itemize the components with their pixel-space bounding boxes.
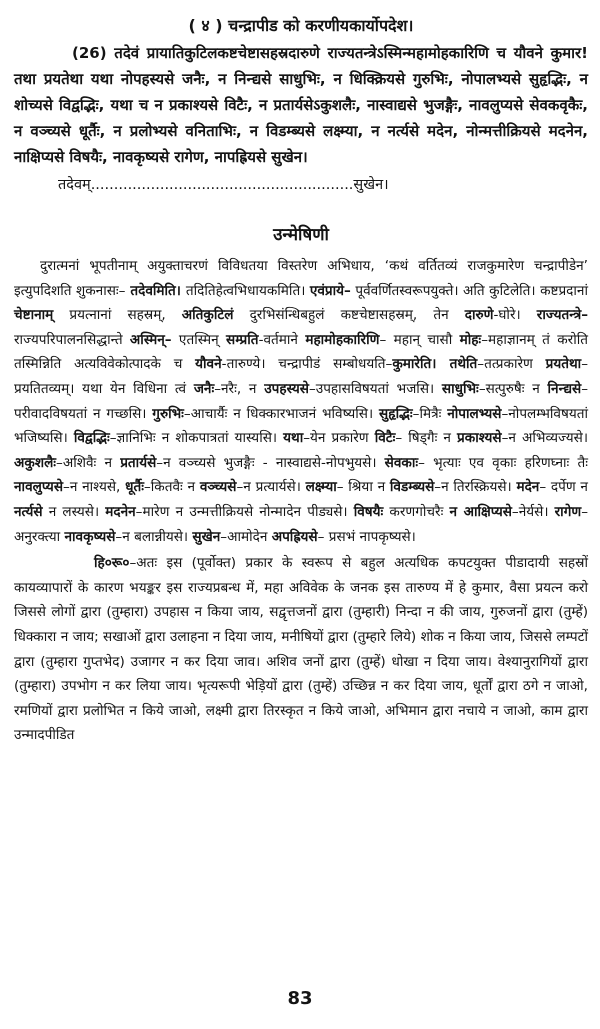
- commentary-keyword: सुखेन: [192, 528, 221, 545]
- commentary-keyword: वञ्च्यसे: [199, 479, 237, 496]
- page-number: 83: [287, 988, 313, 1009]
- verse-reference-line: तदेवम्.........................................................सुखेन।: [58, 177, 389, 193]
- commentary-keyword: यथा: [283, 430, 304, 447]
- commentary-keyword: विटैः: [374, 430, 396, 447]
- commentary-keyword: चेष्टानाम्: [14, 307, 54, 324]
- verse-text: तदेवं प्रायातिकुटिलकष्टचेष्टासहस्रदारुणे राज्यतन्त्रेऽस्मिन्महामोहकारिणि च यौवने कुमार! तथा प्रयतेथा यथा नोपहस्यसे जनैः, न निन्द्यसे साधुभिः, न धिक्क्रियसे गुरुभिः, नोपालभ्यसे सुहृद्भिः, न शोच्यसे विद्वद्भिः, यथा च न प्रकाश्यसे विटैः, न प्रतार्यसेऽकुशलैः, नास्वाद्यसे भुजङ्गैः, नावलुप्यसे सेवकवृकैः, न वञ्च्यसे धूर्तैः, न प्रलोभ्यसे वनिताभिः, न विडम्ब्यसे लक्ष्म्या, न नर्त्यसे मदेन, नोन्मत्तीक्रियसे मदनेन, नाक्षिप्यसे विषयैः, नावकृष्यसे रागेण, नापह्रियसे सुखेन।: [14, 44, 588, 166]
- verse-number: (26): [72, 44, 107, 62]
- commentary-gloss: –कितवैः न: [143, 479, 200, 496]
- commentary-keyword: तदेवमिति।: [125, 282, 186, 299]
- commentary-keyword: जनैः: [193, 380, 215, 397]
- commentary-gloss: – प्रयतितव्यम्। यथा येन विधिना त्वं: [14, 356, 588, 397]
- commentary-gloss: राज्यपरिपालनसिद्धान्ते: [14, 331, 130, 348]
- commentary-keyword: मोहः: [459, 331, 482, 348]
- commentary-gloss: न लस्यसे।: [42, 503, 106, 520]
- commentary-gloss: –न अभिव्यज्यसे।: [501, 430, 588, 447]
- commentary-keyword: अस्मिन्–: [129, 331, 172, 348]
- commentary-gloss: –न प्रत्यार्यसे।: [236, 479, 306, 496]
- verse-paragraph: [14, 40, 588, 170]
- commentary-keyword: दारुणे: [464, 307, 494, 324]
- commentary-gloss: –परीवादविषयतां न गच्छसि।: [14, 380, 589, 422]
- commentary-keyword: विद्वद्भिः: [73, 430, 110, 447]
- commentary-keyword: सेवकाः: [384, 454, 419, 471]
- commentary-keyword: सम्प्रति: [226, 331, 259, 348]
- commentary-keyword: विडम्ब्यसे: [389, 479, 435, 496]
- commentary-keyword: अतिकुटिलं: [181, 307, 234, 324]
- commentary-gloss: – दर्पेण न: [539, 479, 588, 496]
- commentary-gloss: –न बलान्नीयसे।: [115, 528, 193, 545]
- commentary-gloss: प्रयत्नानां सहस्रम्,: [53, 307, 182, 324]
- commentary-keyword: अकुशलैः: [14, 454, 57, 471]
- commentary-gloss: करणगोचरैः: [383, 503, 450, 520]
- commentary-gloss: –महाज्ञानम् तं करोति तस्मिन्निति अत्यविवेकोत्पादके च: [14, 331, 588, 373]
- commentary-gloss: –उपहासविषयतां भजसि।: [308, 380, 442, 397]
- commentary-gloss: –येन प्रकारेण: [303, 430, 375, 447]
- commentary-keyword: सुहृद्भिः: [379, 405, 413, 422]
- commentary-keyword: साधुभिः: [441, 380, 479, 397]
- commentary-gloss: –आचार्यैः न धिक्कारभाजनं भविष्यसि।: [183, 405, 379, 422]
- commentary-gloss: –अशिवैः न: [56, 454, 121, 471]
- commentary-keyword: लक्ष्म्या: [305, 479, 337, 496]
- commentary-gloss: –न तिरस्क्रियसे।: [434, 479, 517, 496]
- commentary-keyword: निन्द्यसे: [547, 380, 582, 397]
- commentary-keyword: यौवने: [195, 356, 222, 373]
- commentary-gloss: -वर्तमाने: [258, 331, 306, 348]
- commentary-gloss: -तारुण्ये। चन्द्रापीडं सम्बोधयति–: [221, 356, 393, 373]
- commentary-gloss: दुरभिसंन्धिबहुलं कष्टचेष्टासहस्रम्, तेन: [233, 307, 465, 324]
- commentary-keyword: नोपालभ्यसे: [447, 405, 502, 422]
- commentary-keyword: महामोहकारिणि: [305, 331, 380, 348]
- commentary-gloss: –नरैः, न: [214, 380, 265, 397]
- commentary-gloss: –ज्ञानिभिः न शोकपात्रतां यास्यसि।: [109, 430, 284, 447]
- commentary-gloss: – भृत्याः एव वृकाः हरिणघ्नाः तैः: [418, 454, 588, 471]
- commentary-paragraph: [14, 254, 588, 549]
- commentary-keyword: रागेण: [554, 503, 582, 520]
- commentary-keyword: विषयैः: [353, 503, 384, 520]
- commentary-keyword: प्रतार्यसे: [120, 454, 157, 471]
- commentary-keyword: नावलुप्यसे: [14, 479, 64, 496]
- commentary-gloss: –न वञ्च्यसे भुजङ्गैः - नास्वाद्यसे-नोपभुयसे।: [156, 454, 385, 471]
- commentary-keyword: धूर्तैः: [125, 479, 144, 496]
- section-heading: ( ४ ) चन्द्रापीड को करणीयकार्योपदेश।: [188, 16, 414, 35]
- commentary-heading: उन्मेषिणी: [273, 225, 329, 245]
- hindi-translation-paragraph: [14, 551, 588, 748]
- commentary-gloss: –तत्प्रकारेण: [477, 356, 546, 373]
- commentary-gloss: -घोरे।: [493, 307, 537, 324]
- commentary-gloss: पूर्ववर्णितस्वरूपयुक्ते। अति कुटिलेति। कष्टप्रदानां: [350, 282, 588, 299]
- commentary-gloss: एतस्मिन्: [171, 331, 227, 348]
- commentary-keyword: एवंप्राये–: [309, 282, 351, 299]
- commentary-gloss: –मित्रैः: [412, 405, 448, 422]
- commentary-gloss: –आमोदेन: [220, 528, 272, 545]
- hindi-text: –अतः इस (पूर्वोक्त) प्रकार के स्वरूप से बहुल अत्यधिक कपटयुक्त पीडादायी सहस्रों कायव्यापारों के कारण भयङ्कर इस राज्यप्रबन्ध में, महा अविवेक के जनक इस तारुण्य में हे कुमार, वैसा प्रयत्न करो जिससे लोगों द्वारा (तुम्हारा) उपहास न किया जाय, सद्वृत्तजनों द्वारा (तुम्हारी) निन्दा न की जाय, गुरुजनों द्वारा (तुम्हें) धिक्कारा न जाय; सखाओं द्वारा उलाहना न दिया जाय, मनीषियों द्वारा (तुम्हारे लिये) शोक न किया जाय, जिससे लम्पटों द्वारा (तुम्हारा गुप्तभेद) उजागर न कर दिया जाव। अशिव जनों द्वारा (तुम्हें) धोखा न दिया जाय। वेश्यानुरागियों द्वारा (तुम्हारा) उपभोग न कर लिया जाय। भृत्यरूपी भेड़ियों द्वारा (तुम्हें) उच्छिन्न न कर दिया जाय, धूर्तों द्वारा ठगे न जाओ, रमणियों द्वारा प्रलोभित न किये जाओ, लक्ष्मी द्वारा तिरस्कृत न किये जाओ, अभिमान द्वारा नचाये न जाओ, काम द्वारा उन्मादपीडित: [14, 555, 588, 744]
- commentary-keyword: उपहस्यसे: [264, 380, 309, 397]
- commentary-keyword: प्रयतेथा: [545, 356, 582, 373]
- commentary-gloss: – श्रिया न: [336, 479, 390, 496]
- commentary-gloss: –अनुरक्त्या: [14, 503, 588, 545]
- commentary-gloss: –मारेण न उन्मत्तीक्रियसे नोन्मादेन पीड्यसे।: [135, 503, 354, 520]
- commentary-gloss: दुरात्मनां भूपतीनाम् अयुक्ताचरणं विविधतया विस्तरेण अभिधाय, ‘कथं वर्तितव्यं राजकुमारेण चन्द्रापीडेन’ इत्युपदिशति शुकनासः–: [14, 258, 588, 299]
- commentary-gloss: –नेर्यसे।: [511, 503, 555, 520]
- commentary-keyword: न आक्षिप्यसे: [449, 503, 512, 520]
- commentary-keyword: राज्यतन्त्रे–: [536, 307, 588, 324]
- commentary-keyword: नर्त्यसे: [14, 503, 43, 520]
- commentary-keyword: प्रकाश्यसे: [457, 430, 502, 447]
- commentary-gloss: –सत्पुरुषैः न: [478, 380, 548, 397]
- commentary-keyword: मदनेन: [105, 503, 136, 520]
- commentary-gloss: – महान् चासौ: [379, 331, 460, 348]
- commentary-keyword: नावकृष्यसे: [64, 528, 116, 545]
- commentary-keyword: अपह्रियसे: [271, 528, 318, 545]
- commentary-gloss: – प्रसभं नापकृष्यसे।: [317, 528, 416, 545]
- commentary-gloss: – षिड्गैः न: [395, 430, 458, 447]
- commentary-keyword: गुरुभिः: [152, 405, 184, 422]
- commentary-gloss: –नोपलम्भविषयतां भजिष्यसि।: [14, 405, 588, 447]
- commentary-gloss: तदितिहेत्वभिधायकमिति।: [185, 282, 310, 299]
- hindi-label: हि०रू०: [94, 555, 130, 572]
- commentary-keyword: कुमारेति। तथेति: [392, 356, 478, 373]
- commentary-keyword: मदेन: [516, 479, 540, 496]
- commentary-gloss: –न नाश्यसे,: [63, 479, 126, 496]
